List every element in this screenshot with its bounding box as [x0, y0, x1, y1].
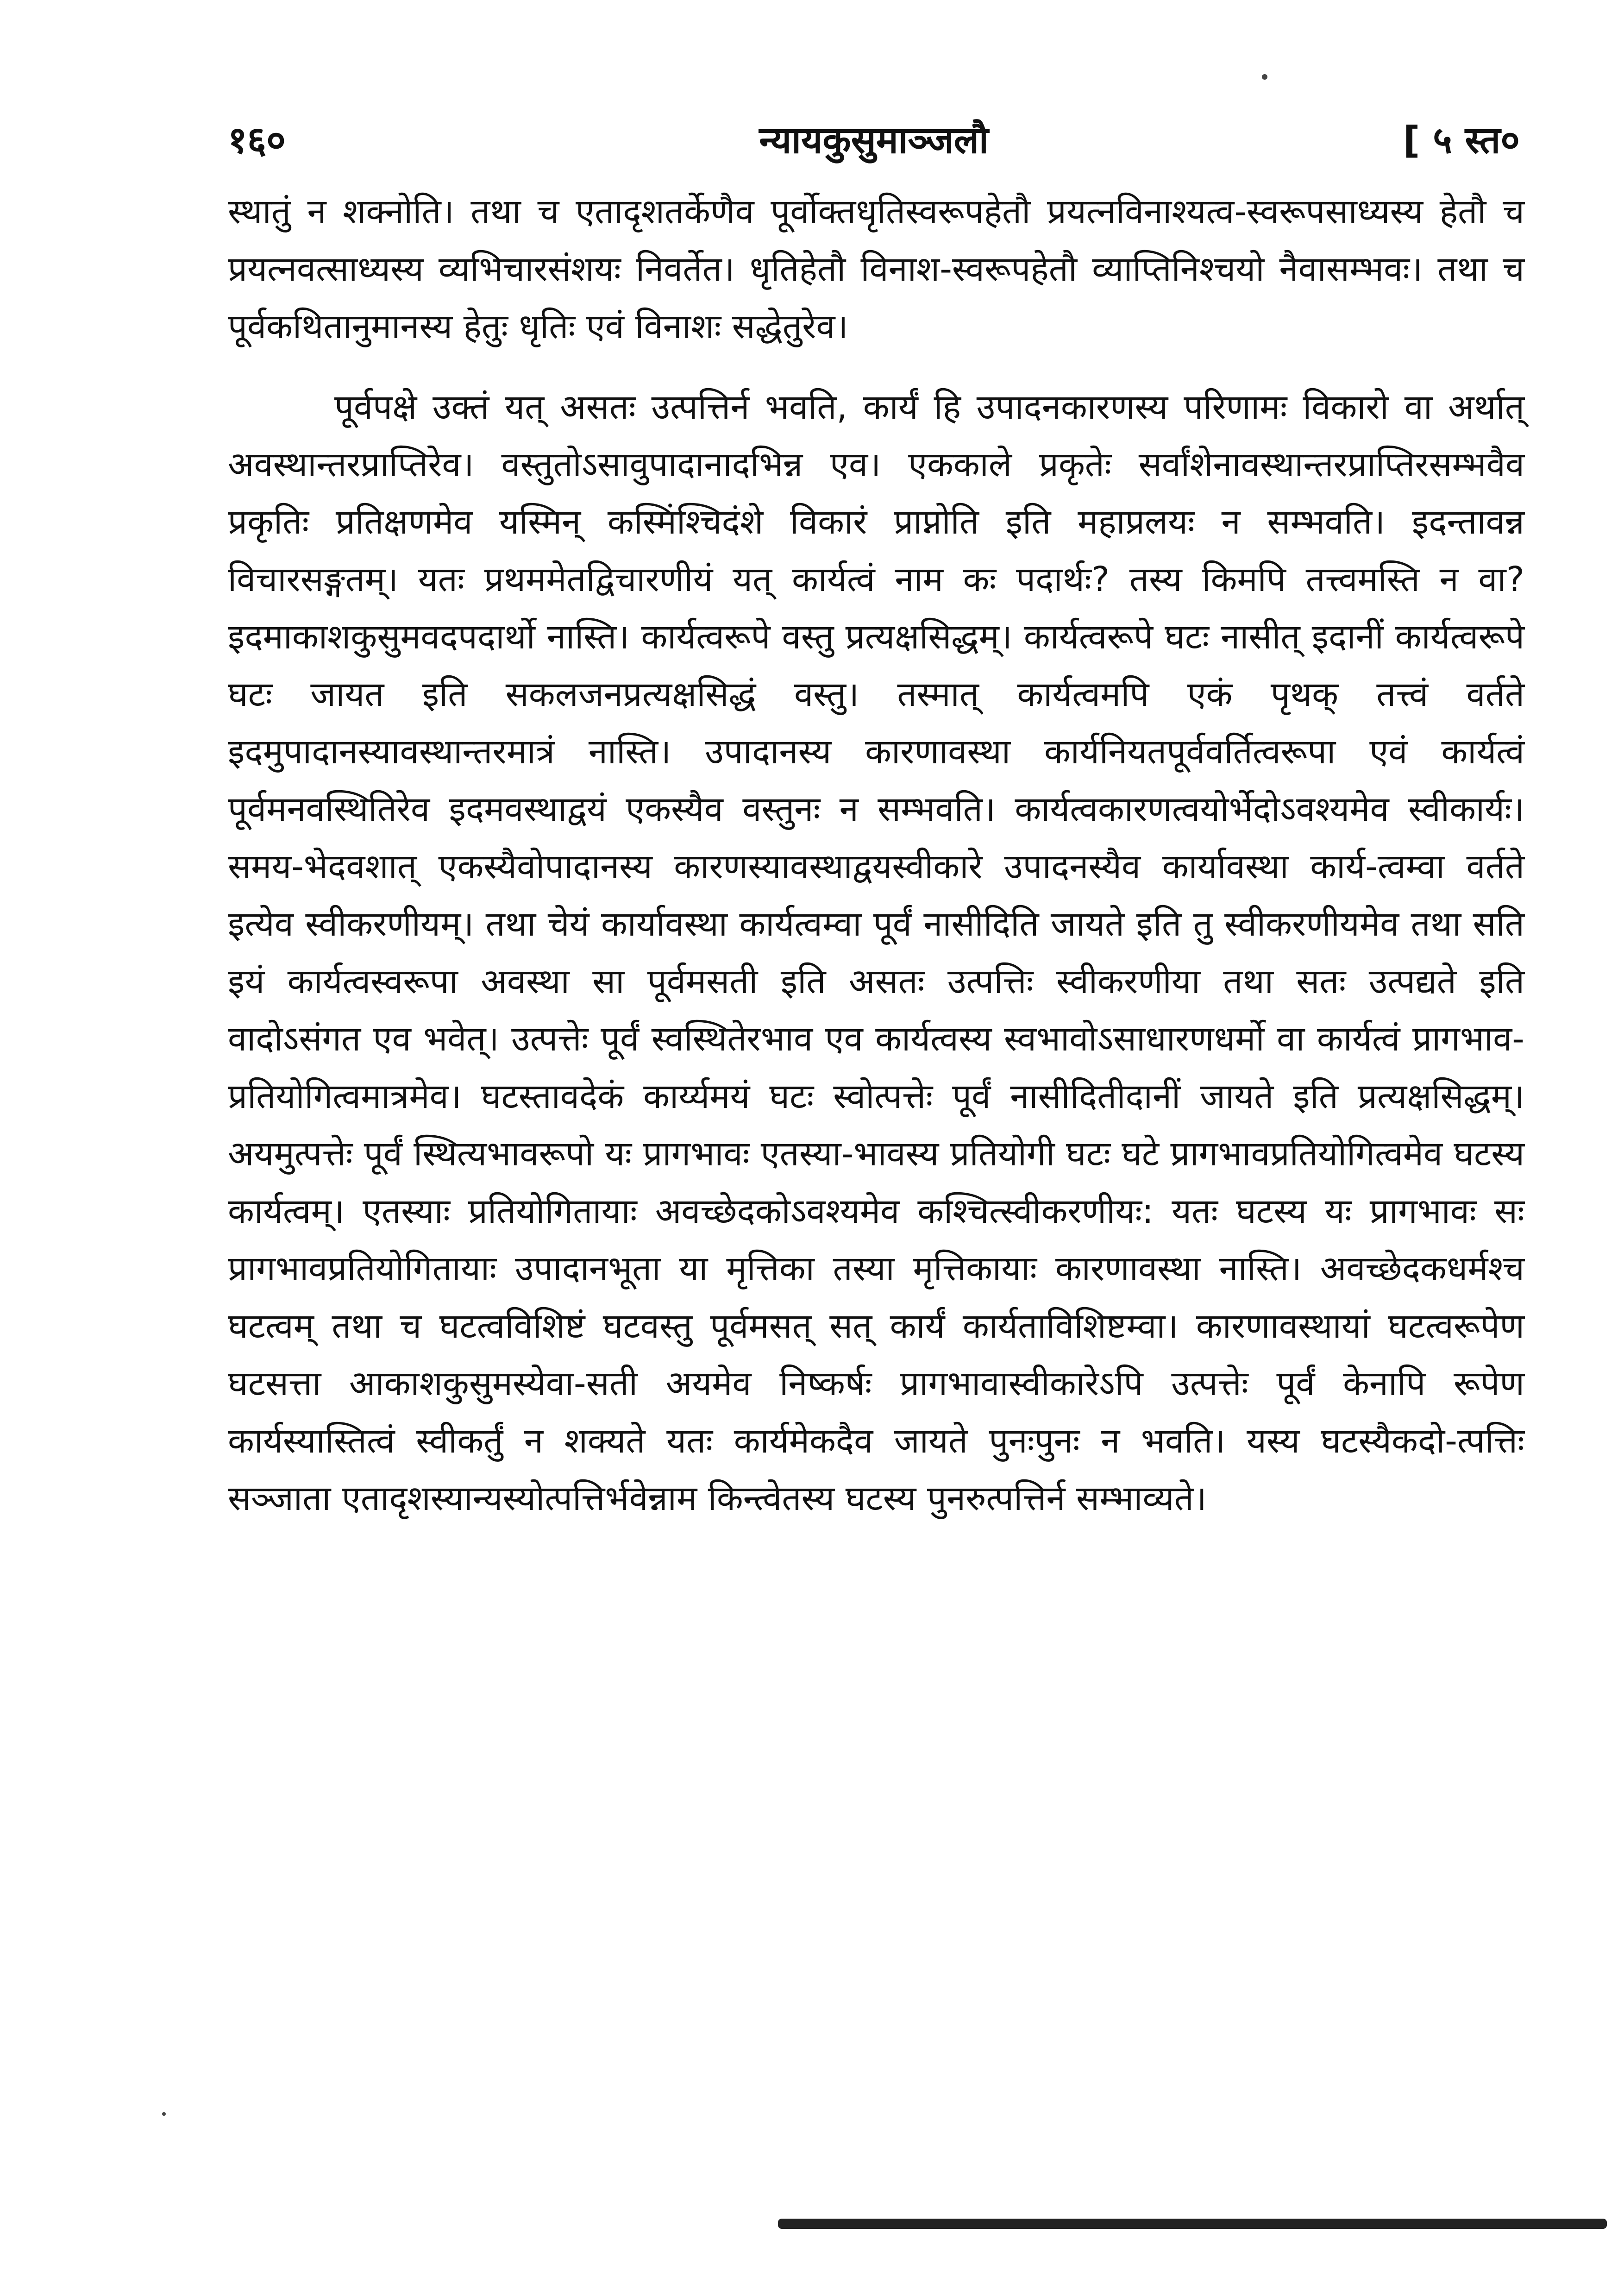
print-speck	[162, 2112, 166, 2116]
paragraph-continuation: स्थातुं न शक्नोति। तथा च एतादृशतर्केणैव पूर्वोक्तधृतिस्वरूपहेतौ प्रयत्नविनाश्यत्व-स्वरूपसाध्यस्य हेतौ च प्रयत्नवत्साध्यस्य व्यभिचारसंशयः निवर्तेत। धृतिहेतौ विनाश-स्वरूपहेतौ व्याप्तिनिश्चयो नैवासम्भवः। तथा च पूर्वकथितानुमानस्य हेतुः धृतिः एवं विनाशः सद्धेतुरेव।	[228, 192, 1524, 346]
page-header	[228, 104, 1520, 164]
print-speck	[1262, 74, 1267, 80]
body-text	[228, 183, 1524, 1550]
footer-rule	[778, 2219, 1607, 2229]
section-reference: [ ५ स्त०	[1403, 119, 1520, 162]
page-number: १६०	[228, 119, 286, 162]
paragraph-main: पूर्वपक्षे उक्तं यत् असतः उत्पत्तिर्न भवति, कार्यं हि उपादनकारणस्य परिणामः विकारो वा अर्थात् अवस्थान्तरप्राप्तिरेव। वस्तुतोऽसावुपादानादभिन्न एव। एककाले प्रकृतेः सर्वांशेनावस्थान्तरप्राप्तिरसम्भवैव प्रकृतिः प्रतिक्षणमेव यस्मिन् कस्मिंश्चिदंशे विकारं प्राप्नोति इति महाप्रलयः न सम्भवति। इदन्तावन्न विचारसङ्गतम्। यतः प्रथममेतद्विचारणीयं यत् कार्यत्वं नाम कः पदार्थः? तस्य किमपि तत्त्वमस्ति न वा? इदमाकाशकुसुमवदपदार्थो नास्ति। कार्यत्वरूपे वस्तु प्रत्यक्षसिद्धम्। कार्यत्वरूपे घटः नासीत् इदानीं कार्यत्वरूपे घटः जायत इति सकलजनप्रत्यक्षसिद्धं वस्तु। तस्मात् कार्यत्वमपि एकं पृथक् तत्त्वं वर्तते इदमुपादानस्यावस्थान्तरमात्रं नास्ति। उपादानस्य कारणावस्था कार्यनियतपूर्ववर्तित्वरूपा एवं कार्यत्वं पूर्वमनवस्थितिरेव इदमवस्थाद्वयं एकस्यैव वस्तुनः न सम्भवति। कार्यत्वकारणत्वयोर्भेदोऽवश्यमेव स्वीकार्यः। समय-भेदवशात् एकस्यैवोपादानस्य कारणस्यावस्थाद्वयस्वीकारे उपादनस्यैव कार्यावस्था कार्य-त्वम्वा वर्तते इत्येव स्वीकरणीयम्। तथा चेयं कार्यावस्था कार्यत्वम्वा पूर्वं नासीदिति जायते इति तु स्वीकरणीयमेव तथा सति इयं कार्यत्वस्वरूपा अवस्था सा पूर्वमसती इति असतः उत्पत्तिः स्वीकरणीया तथा सतः उत्पद्यते इति वादोऽसंगत एव भवेत्। उत्पत्तेः पूर्वं स्वस्थितेरभाव एव कार्यत्वस्य स्वभावोऽसाधारणधर्मो वा कार्यत्वं प्रागभाव-प्रतियोगित्वमात्रमेव। घटस्तावदेकं कार्य्यमयं घटः स्वोत्पत्तेः पूर्वं नासीदितीदानीं जायते इति प्रत्यक्षसिद्धम्। अयमुत्पत्तेः पूर्वं स्थित्यभावरूपो यः प्रागभावः एतस्या-भावस्य प्रतियोगी घटः घटे प्रागभावप्रतियोगित्वमेव घटस्य कार्यत्वम्। एतस्याः प्रतियोगितायाः अवच्छेदकोऽवश्यमेव कश्चित्स्वीकरणीयः: यतः घटस्य यः प्रागभावः सः प्रागभावप्रतियोगितायाः उपादानभूता या मृत्तिका तस्या मृत्तिकायाः कारणावस्था नास्ति। अवच्छेदकधर्मश्च घटत्वम् तथा च घटत्वविशिष्टं घटवस्तु पूर्वमसत् सत् कार्यं कार्यताविशिष्टम्वा। कारणावस्थायां घटत्वरूपेण घटसत्ता आकाशकुसुमस्येवा-सती अयमेव निष्कर्षः प्रागभावास्वीकारेऽपि उत्पत्तेः पूर्वं केनापि रूपेण कार्यस्यास्तित्वं स्वीकर्तुं न शक्यते यतः कार्यमेकदैव जायते पुनःपुनः न भवति। यस्य घटस्यैकदो-त्पत्तिः सञ्जाता एतादृशस्यान्यस्योत्पत्तिर्भवेन्नाम किन्त्वेतस्य घटस्य पुनरुत्पत्तिर्न सम्भाव्यते।	[228, 387, 1524, 1518]
running-title: न्यायकुसुमाञ्जलौ	[759, 119, 989, 162]
